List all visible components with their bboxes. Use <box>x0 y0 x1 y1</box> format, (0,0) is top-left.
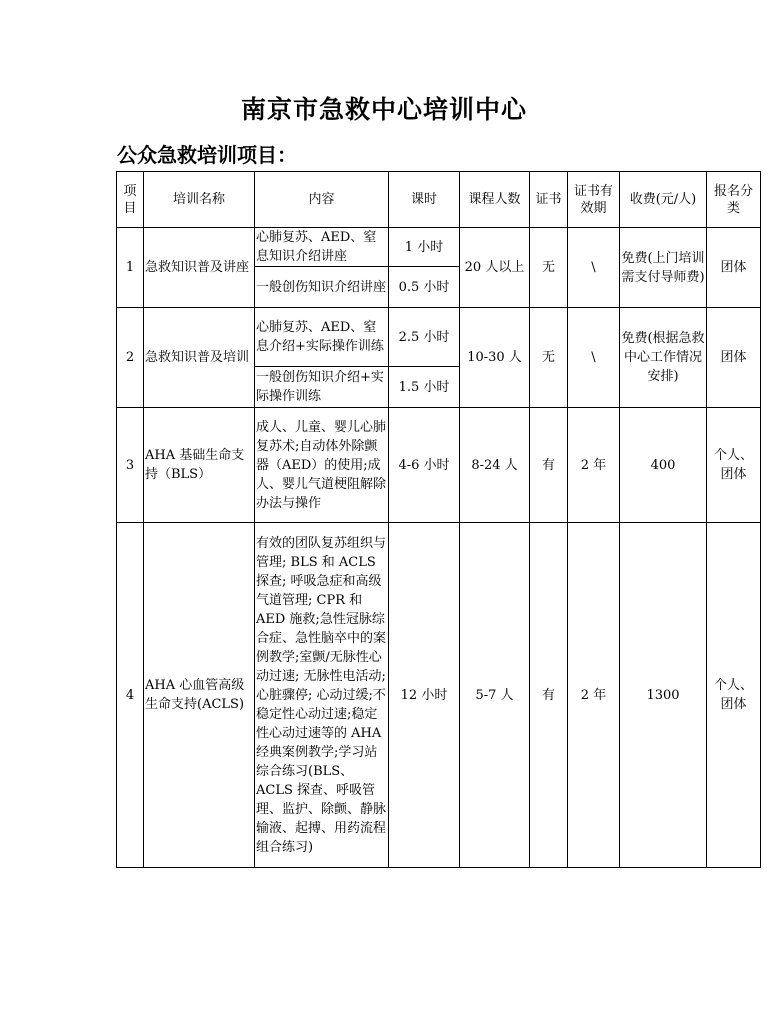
row-name: AHA 心血管高级生命支持(ACLS) <box>144 523 255 868</box>
table-row <box>117 408 761 523</box>
table-row <box>117 308 761 367</box>
row-size: 10-30 人 <box>460 308 530 408</box>
row-enroll: 个人、团体 <box>707 523 761 868</box>
row-certificate: 有 <box>530 523 568 868</box>
row-size: 8-24 人 <box>460 408 530 523</box>
row-content: 有效的团队复苏组织与管理; BLS 和 ACLS 探查; 呼吸急症和高级气道管理; CPR 和 AED 施救;急性冠脉综合症、急性脑卒中的案例教学;室颤/无脉性心动过速; 无脉性电活动;心脏骤停; 心动过缓;不稳定性心动过速;稳定性心动过速等的 AHA 经典案例教学;学习站综合练习(BLS、ACLS 探查、呼吸管理、监护、除颤、静脉输液、起搏、用药流程组合练习) <box>255 523 389 868</box>
row-certificate: 无 <box>530 308 568 408</box>
table-row <box>117 523 761 868</box>
row-name: 急救知识普及培训 <box>144 308 255 408</box>
header-name: 培训名称 <box>144 172 255 228</box>
row-certificate: 无 <box>530 228 568 308</box>
header-enroll: 报名分类 <box>707 172 761 228</box>
row-index: 2 <box>117 308 144 408</box>
section-subtitle: 公众急救培训项目： <box>117 143 297 167</box>
header-content: 内容 <box>255 172 389 228</box>
row-hours: 2.5 小时 <box>389 308 460 367</box>
row-content: 心肺复苏、AED、窒息知识介绍讲座 <box>255 228 389 267</box>
table-row <box>117 228 761 267</box>
row-fee: 免费(上门培训需支付导师费) <box>620 228 707 308</box>
row-hours: 1.5 小时 <box>389 367 460 408</box>
header-fee: 收费(元/人) <box>620 172 707 228</box>
row-content: 一般创伤知识介绍讲座 <box>255 267 389 308</box>
row-content: 一般创伤知识介绍+实际操作训练 <box>255 367 389 408</box>
row-name: 急救知识普及讲座 <box>144 228 255 308</box>
row-fee: 400 <box>620 408 707 523</box>
row-content: 心肺复苏、AED、窒息介绍+实际操作训练 <box>255 308 389 367</box>
row-index: 1 <box>117 228 144 308</box>
row-size: 5-7 人 <box>460 523 530 868</box>
row-hours: 0.5 小时 <box>389 267 460 308</box>
row-index: 4 <box>117 523 144 868</box>
row-hours: 1 小时 <box>389 228 460 267</box>
row-validity: \ <box>568 308 620 408</box>
training-table <box>116 171 761 868</box>
header-index: 项目 <box>117 172 144 228</box>
row-hours: 4-6 小时 <box>389 408 460 523</box>
row-validity: 2 年 <box>568 408 620 523</box>
row-enroll: 个人、团体 <box>707 408 761 523</box>
row-hours: 12 小时 <box>389 523 460 868</box>
row-fee: 1300 <box>620 523 707 868</box>
row-fee: 免费(根据急救中心工作情况安排) <box>620 308 707 408</box>
header-hours: 课时 <box>389 172 460 228</box>
document-title: 南京市急救中心培训中心 <box>240 95 527 124</box>
row-validity: 2 年 <box>568 523 620 868</box>
row-certificate: 有 <box>530 408 568 523</box>
row-enroll: 团体 <box>707 228 761 308</box>
header-size: 课程人数 <box>460 172 530 228</box>
row-validity: \ <box>568 228 620 308</box>
row-enroll: 团体 <box>707 308 761 408</box>
row-name: AHA 基础生命支持（BLS） <box>144 408 255 523</box>
header-certificate: 证书 <box>530 172 568 228</box>
row-index: 3 <box>117 408 144 523</box>
table-header-row <box>117 172 761 228</box>
row-size: 20 人以上 <box>460 228 530 308</box>
header-validity: 证书有效期 <box>568 172 620 228</box>
row-content: 成人、儿童、婴儿心肺复苏术;自动体外除颤器（AED）的使用;成人、婴儿气道梗阻解除办法与操作 <box>255 408 389 523</box>
